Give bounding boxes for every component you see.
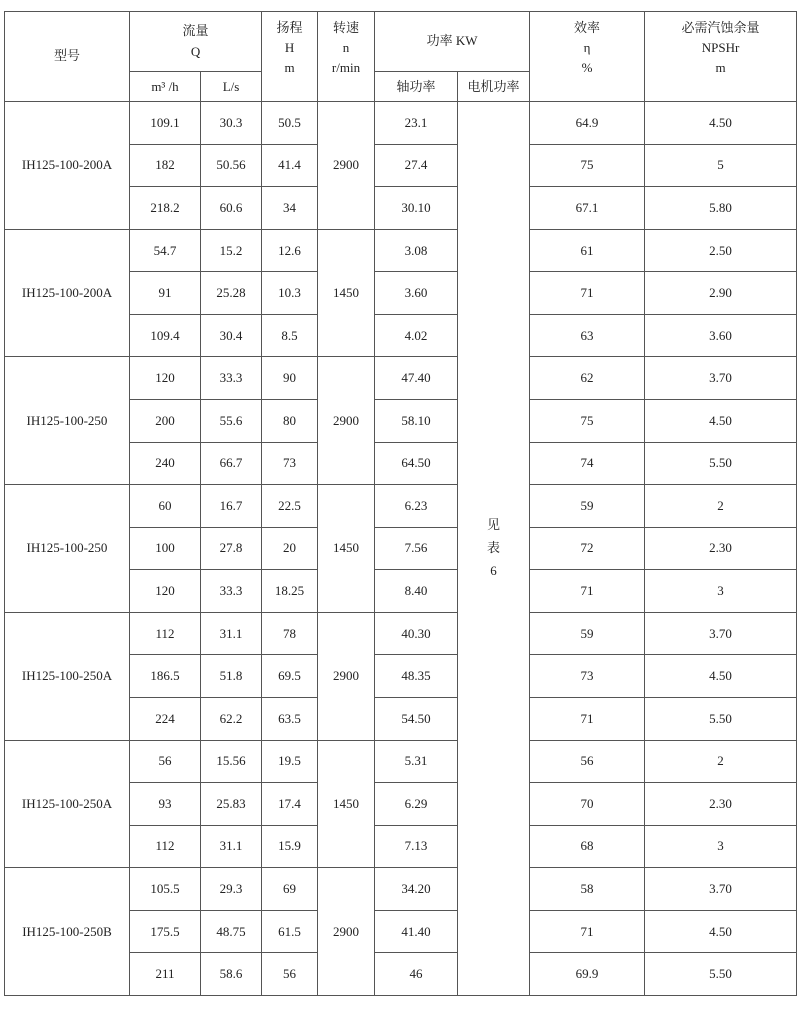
flow-ls-cell: 33.3 <box>201 570 262 613</box>
header-power: 功率 KW <box>375 12 530 72</box>
npsh-cell: 2.50 <box>645 229 797 272</box>
speed-cell: 2900 <box>318 102 375 230</box>
shaft-power-cell: 5.31 <box>375 740 458 783</box>
flow-m3h-cell: 240 <box>130 442 201 485</box>
npsh-cell: 3 <box>645 570 797 613</box>
table-row <box>5 229 797 272</box>
efficiency-cell: 61 <box>530 229 645 272</box>
flow-m3h-cell: 175.5 <box>130 910 201 953</box>
table-body <box>5 12 797 996</box>
npsh-cell: 4.50 <box>645 102 797 145</box>
flow-ls-cell: 50.56 <box>201 144 262 187</box>
npsh-cell: 3.70 <box>645 357 797 400</box>
flow-ls-cell: 62.2 <box>201 697 262 740</box>
npsh-cell: 5.50 <box>645 953 797 996</box>
flow-ls-cell: 30.3 <box>201 102 262 145</box>
speed-cell: 1450 <box>318 485 375 613</box>
flow-m3h-cell: 93 <box>130 783 201 826</box>
npsh-cell: 3 <box>645 825 797 868</box>
flow-m3h-cell: 120 <box>130 357 201 400</box>
model-cell: IH125-100-250 <box>5 485 130 613</box>
flow-m3h-cell: 200 <box>130 400 201 443</box>
shaft-power-cell: 48.35 <box>375 655 458 698</box>
flow-ls-cell: 15.56 <box>201 740 262 783</box>
shaft-power-cell: 41.40 <box>375 910 458 953</box>
flow-m3h-cell: 218.2 <box>130 187 201 230</box>
flow-ls-cell: 33.3 <box>201 357 262 400</box>
speed-cell: 1450 <box>318 740 375 868</box>
efficiency-cell: 62 <box>530 357 645 400</box>
head-cell: 17.4 <box>262 783 318 826</box>
flow-m3h-cell: 211 <box>130 953 201 996</box>
shaft-power-cell: 3.60 <box>375 272 458 315</box>
head-cell: 69 <box>262 868 318 911</box>
header-npsh <box>645 12 797 102</box>
npsh-cell: 2 <box>645 740 797 783</box>
header-row-1 <box>5 12 797 72</box>
flow-m3h-cell: 112 <box>130 825 201 868</box>
header-flow-symbol: Q <box>190 43 201 59</box>
npsh-cell: 3.70 <box>645 612 797 655</box>
flow-m3h-cell: 109.1 <box>130 102 201 145</box>
flow-ls-cell: 48.75 <box>201 910 262 953</box>
flow-m3h-cell: 186.5 <box>130 655 201 698</box>
header-efficiency <box>530 12 645 102</box>
motor-power-note-char: 见 <box>487 517 501 533</box>
header-head-symbol: H <box>284 40 295 56</box>
flow-ls-cell: 51.8 <box>201 655 262 698</box>
speed-cell: 2900 <box>318 868 375 996</box>
flow-ls-cell: 27.8 <box>201 527 262 570</box>
head-cell: 63.5 <box>262 697 318 740</box>
flow-ls-cell: 29.3 <box>201 868 262 911</box>
head-cell: 18.25 <box>262 570 318 613</box>
table-row <box>5 612 797 655</box>
head-cell: 50.5 <box>262 102 318 145</box>
head-cell: 78 <box>262 612 318 655</box>
npsh-cell: 4.50 <box>645 655 797 698</box>
header-head-unit: m <box>284 60 295 76</box>
efficiency-cell: 75 <box>530 400 645 443</box>
shaft-power-cell: 23.1 <box>375 102 458 145</box>
pump-spec-table <box>4 11 797 996</box>
header-shaft-power: 轴功率 <box>375 72 458 102</box>
npsh-cell: 5.80 <box>645 187 797 230</box>
head-cell: 69.5 <box>262 655 318 698</box>
shaft-power-cell: 3.08 <box>375 229 458 272</box>
flow-ls-cell: 30.4 <box>201 314 262 357</box>
efficiency-cell: 67.1 <box>530 187 645 230</box>
shaft-power-cell: 7.13 <box>375 825 458 868</box>
shaft-power-cell: 6.29 <box>375 783 458 826</box>
shaft-power-cell: 40.30 <box>375 612 458 655</box>
efficiency-cell: 64.9 <box>530 102 645 145</box>
flow-ls-cell: 58.6 <box>201 953 262 996</box>
head-cell: 15.9 <box>262 825 318 868</box>
shaft-power-cell: 34.20 <box>375 868 458 911</box>
flow-ls-cell: 25.28 <box>201 272 262 315</box>
header-flow <box>130 12 262 72</box>
flow-m3h-cell: 54.7 <box>130 229 201 272</box>
shaft-power-cell: 47.40 <box>375 357 458 400</box>
flow-ls-cell: 31.1 <box>201 612 262 655</box>
npsh-cell: 4.50 <box>645 400 797 443</box>
header-flow-label: 流量 <box>182 23 209 39</box>
flow-m3h-cell: 224 <box>130 697 201 740</box>
flow-m3h-cell: 100 <box>130 527 201 570</box>
shaft-power-cell: 4.02 <box>375 314 458 357</box>
header-speed <box>318 12 375 102</box>
flow-ls-cell: 15.2 <box>201 229 262 272</box>
header-head-label: 扬程 <box>276 20 303 35</box>
efficiency-cell: 73 <box>530 655 645 698</box>
flow-m3h-cell: 56 <box>130 740 201 783</box>
flow-m3h-cell: 60 <box>130 485 201 528</box>
flow-m3h-cell: 109.4 <box>130 314 201 357</box>
efficiency-cell: 71 <box>530 697 645 740</box>
header-eff-unit: % <box>581 60 593 76</box>
model-cell: IH125-100-200A <box>5 229 130 357</box>
shaft-power-cell: 27.4 <box>375 144 458 187</box>
table-row <box>5 357 797 400</box>
shaft-power-cell: 6.23 <box>375 485 458 528</box>
efficiency-cell: 68 <box>530 825 645 868</box>
model-cell: IH125-100-250B <box>5 868 130 996</box>
npsh-cell: 2.30 <box>645 527 797 570</box>
npsh-cell: 2 <box>645 485 797 528</box>
header-npsh-unit: m <box>715 60 726 76</box>
npsh-cell: 4.50 <box>645 910 797 953</box>
header-model: 型号 <box>5 12 130 102</box>
flow-ls-cell: 25.83 <box>201 783 262 826</box>
head-cell: 10.3 <box>262 272 318 315</box>
efficiency-cell: 58 <box>530 868 645 911</box>
head-cell: 22.5 <box>262 485 318 528</box>
speed-cell: 2900 <box>318 357 375 485</box>
efficiency-cell: 59 <box>530 485 645 528</box>
motor-power-note-char: 表 <box>487 540 501 556</box>
model-cell: IH125-100-200A <box>5 102 130 230</box>
motor-power-note-char: 6 <box>490 562 497 578</box>
speed-cell: 1450 <box>318 229 375 357</box>
npsh-cell: 5.50 <box>645 697 797 740</box>
flow-ls-cell: 66.7 <box>201 442 262 485</box>
efficiency-cell: 75 <box>530 144 645 187</box>
motor-power-note-cell <box>458 102 530 996</box>
head-cell: 19.5 <box>262 740 318 783</box>
efficiency-cell: 72 <box>530 527 645 570</box>
flow-ls-cell: 60.6 <box>201 187 262 230</box>
efficiency-cell: 71 <box>530 910 645 953</box>
flow-m3h-cell: 112 <box>130 612 201 655</box>
header-speed-unit: r/min <box>331 60 361 76</box>
efficiency-cell: 59 <box>530 612 645 655</box>
npsh-cell: 2.90 <box>645 272 797 315</box>
head-cell: 34 <box>262 187 318 230</box>
npsh-cell: 3.70 <box>645 868 797 911</box>
flow-ls-cell: 55.6 <box>201 400 262 443</box>
efficiency-cell: 74 <box>530 442 645 485</box>
shaft-power-cell: 64.50 <box>375 442 458 485</box>
npsh-cell: 3.60 <box>645 314 797 357</box>
head-cell: 41.4 <box>262 144 318 187</box>
table-row <box>5 485 797 528</box>
header-eff-label: 效率 <box>574 20 601 35</box>
header-flow-unit-ls: L/s <box>201 72 262 102</box>
flow-m3h-cell: 120 <box>130 570 201 613</box>
efficiency-cell: 71 <box>530 570 645 613</box>
head-cell: 90 <box>262 357 318 400</box>
table-row <box>5 740 797 783</box>
shaft-power-cell: 46 <box>375 953 458 996</box>
flow-m3h-cell: 91 <box>130 272 201 315</box>
header-speed-label: 转速 <box>333 20 360 35</box>
header-npsh-symbol: NPSHr <box>701 40 740 56</box>
speed-cell: 2900 <box>318 612 375 740</box>
efficiency-cell: 71 <box>530 272 645 315</box>
flow-m3h-cell: 105.5 <box>130 868 201 911</box>
head-cell: 8.5 <box>262 314 318 357</box>
efficiency-cell: 69.9 <box>530 953 645 996</box>
efficiency-cell: 56 <box>530 740 645 783</box>
head-cell: 20 <box>262 527 318 570</box>
npsh-cell: 2.30 <box>645 783 797 826</box>
header-motor-power: 电机功率 <box>458 72 530 102</box>
head-cell: 61.5 <box>262 910 318 953</box>
flow-ls-cell: 31.1 <box>201 825 262 868</box>
model-cell: IH125-100-250 <box>5 357 130 485</box>
header-npsh-label: 必需汽蚀余量 <box>681 20 760 35</box>
npsh-cell: 5.50 <box>645 442 797 485</box>
shaft-power-cell: 54.50 <box>375 697 458 740</box>
efficiency-cell: 70 <box>530 783 645 826</box>
model-cell: IH125-100-250A <box>5 740 130 868</box>
head-cell: 12.6 <box>262 229 318 272</box>
shaft-power-cell: 8.40 <box>375 570 458 613</box>
head-cell: 56 <box>262 953 318 996</box>
table-row <box>5 102 797 145</box>
head-cell: 73 <box>262 442 318 485</box>
table-row <box>5 868 797 911</box>
head-cell: 80 <box>262 400 318 443</box>
header-head <box>262 12 318 102</box>
header-speed-symbol: n <box>342 40 350 56</box>
model-cell: IH125-100-250A <box>5 612 130 740</box>
header-eff-symbol: η <box>583 40 591 56</box>
shaft-power-cell: 58.10 <box>375 400 458 443</box>
efficiency-cell: 63 <box>530 314 645 357</box>
flow-ls-cell: 16.7 <box>201 485 262 528</box>
npsh-cell: 5 <box>645 144 797 187</box>
shaft-power-cell: 30.10 <box>375 187 458 230</box>
header-flow-unit-m3h: m³ /h <box>130 72 201 102</box>
shaft-power-cell: 7.56 <box>375 527 458 570</box>
flow-m3h-cell: 182 <box>130 144 201 187</box>
